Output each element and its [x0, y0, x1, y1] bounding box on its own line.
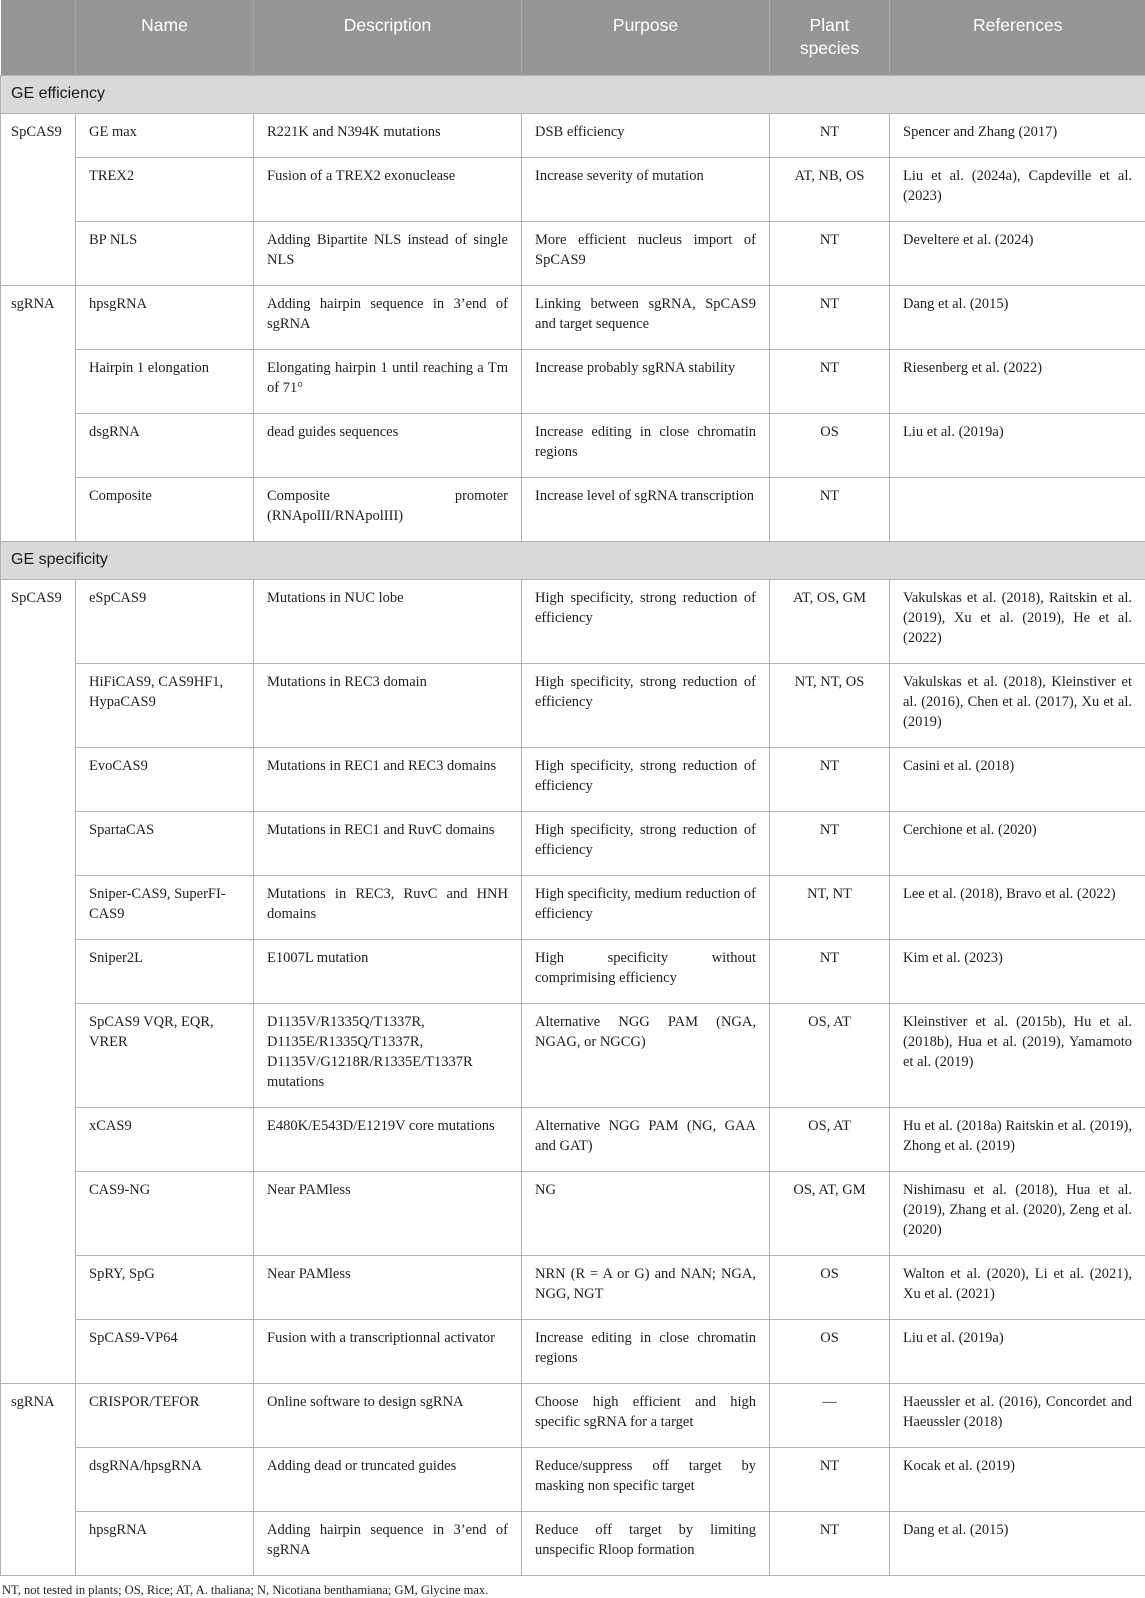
cell-purpose: High specificity, strong reduction of efficiency [522, 747, 770, 811]
cell-purpose: Increase probably sgRNA stability [522, 349, 770, 413]
cell-name: dsgRNA [76, 413, 254, 477]
table-row [1, 1107, 1145, 1171]
cell-name: SpRY, SpG [76, 1255, 254, 1319]
group-label: SpCAS9 [1, 579, 76, 1383]
cell-purpose: Increase editing in close chromatin regions [522, 1319, 770, 1383]
cell-name: Composite [76, 477, 254, 541]
cell-name: EvoCAS9 [76, 747, 254, 811]
group-label: sgRNA [1, 285, 76, 541]
cell-name: hpsgRNA [76, 1511, 254, 1575]
cell-species: AT, NB, OS [770, 157, 890, 221]
cell-purpose: Linking between sgRNA, SpCAS9 and target sequence [522, 285, 770, 349]
cell-purpose: High specificity, strong reduction of efficiency [522, 663, 770, 747]
section-title: GE efficiency [1, 75, 1145, 113]
cell-description: Adding hairpin sequence in 3’end of sgRNA [254, 1511, 522, 1575]
cell-species: OS, AT [770, 1107, 890, 1171]
cell-purpose: Alternative NGG PAM (NGA, NGAG, or NGCG) [522, 1003, 770, 1107]
cell-references: Haeussler et al. (2016), Concordet and Haeussler (2018) [890, 1383, 1145, 1447]
cell-description: Near PAMless [254, 1171, 522, 1255]
cell-name: eSpCAS9 [76, 579, 254, 663]
table-row [1, 1511, 1145, 1575]
cell-description: R221K and N394K mutations [254, 113, 522, 157]
header-group [1, 0, 76, 75]
table-row [1, 939, 1145, 1003]
table-row [1, 1319, 1145, 1383]
cell-name: SpartaCAS [76, 811, 254, 875]
cell-species: NT [770, 221, 890, 285]
cell-description: Adding hairpin sequence in 3’end of sgRNA [254, 285, 522, 349]
cell-description: Mutations in REC1 and REC3 domains [254, 747, 522, 811]
cell-purpose: NRN (R = A or G) and NAN; NGA, NGG, NGT [522, 1255, 770, 1319]
cell-name: GE max [76, 113, 254, 157]
cell-species: NT [770, 1447, 890, 1511]
cell-references: Develtere et al. (2024) [890, 221, 1145, 285]
table-body [1, 75, 1145, 1575]
cell-purpose: High specificity, strong reduction of efficiency [522, 579, 770, 663]
cell-description: Mutations in REC3, RuvC and HNH domains [254, 875, 522, 939]
cell-purpose: High specificity, strong reduction of efficiency [522, 811, 770, 875]
cell-species: NT [770, 477, 890, 541]
table-row [1, 811, 1145, 875]
header-row [1, 0, 1145, 75]
cell-name: dsgRNA/hpsgRNA [76, 1447, 254, 1511]
header-plant-species: Plant species [770, 0, 890, 75]
cell-name: Sniper-CAS9, SuperFI-CAS9 [76, 875, 254, 939]
cell-name: CAS9-NG [76, 1171, 254, 1255]
cell-species: OS [770, 1255, 890, 1319]
cell-references: Riesenberg et al. (2022) [890, 349, 1145, 413]
cell-references: Vakulskas et al. (2018), Raitskin et al. (2019), Xu et al. (2019), He et al. (2022) [890, 579, 1145, 663]
group-label: SpCAS9 [1, 113, 76, 285]
cell-references: Casini et al. (2018) [890, 747, 1145, 811]
cell-species: OS, AT, GM [770, 1171, 890, 1255]
cell-species: NT [770, 113, 890, 157]
section-title: GE specificity [1, 541, 1145, 579]
cell-name: Hairpin 1 elongation [76, 349, 254, 413]
cell-purpose: Increase editing in close chromatin regions [522, 413, 770, 477]
table-row [1, 285, 1145, 349]
cell-references [890, 477, 1145, 541]
cell-references: Kocak et al. (2019) [890, 1447, 1145, 1511]
cell-description: Adding dead or truncated guides [254, 1447, 522, 1511]
cell-references: Liu et al. (2019a) [890, 413, 1145, 477]
cell-species: AT, OS, GM [770, 579, 890, 663]
cell-description: Mutations in REC3 domain [254, 663, 522, 747]
cell-references: Liu et al. (2024a), Capdeville et al. (2023) [890, 157, 1145, 221]
cell-description: D1135V/R1335Q/T1337R, D1135E/R1335Q/T1337R, D1135V/G1218R/R1335E/T1337R mutations [254, 1003, 522, 1107]
section-row [1, 541, 1145, 579]
table-row [1, 747, 1145, 811]
header-name: Name [76, 0, 254, 75]
cell-species: OS [770, 1319, 890, 1383]
cell-name: CRISPOR/TEFOR [76, 1383, 254, 1447]
table-row [1, 1003, 1145, 1107]
cell-references: Kim et al. (2023) [890, 939, 1145, 1003]
table-footnote: NT, not tested in plants; OS, Rice; AT, A. thaliana; N, Nicotiana benthamiana; GM, Glycine max. [0, 1576, 1145, 1598]
header-description: Description [254, 0, 522, 75]
cell-description: Composite promoter (RNApolII/RNApolIII) [254, 477, 522, 541]
table-row [1, 349, 1145, 413]
cell-references: Kleinstiver et al. (2015b), Hu et al. (2018b), Hua et al. (2019), Yamamoto et al. (2019) [890, 1003, 1145, 1107]
cell-name: HiFiCAS9, CAS9HF1, HypaCAS9 [76, 663, 254, 747]
cell-references: Hu et al. (2018a) Raitskin et al. (2019), Zhong et al. (2019) [890, 1107, 1145, 1171]
cell-purpose: High specificity, medium reduction of efficiency [522, 875, 770, 939]
cell-references: Dang et al. (2015) [890, 1511, 1145, 1575]
table-row [1, 1171, 1145, 1255]
cell-purpose: Reduce/suppress off target by masking non specific target [522, 1447, 770, 1511]
cell-species: NT [770, 747, 890, 811]
cell-species: — [770, 1383, 890, 1447]
cell-species: NT [770, 939, 890, 1003]
cell-references: Vakulskas et al. (2018), Kleinstiver et al. (2016), Chen et al. (2017), Xu et al. (2019) [890, 663, 1145, 747]
cell-references: Cerchione et al. (2020) [890, 811, 1145, 875]
cell-purpose: Reduce off target by limiting unspecific Rloop formation [522, 1511, 770, 1575]
cell-description: E1007L mutation [254, 939, 522, 1003]
cell-references: Dang et al. (2015) [890, 285, 1145, 349]
table-row [1, 157, 1145, 221]
cell-description: Mutations in REC1 and RuvC domains [254, 811, 522, 875]
cell-name: SpCAS9-VP64 [76, 1319, 254, 1383]
header-purpose: Purpose [522, 0, 770, 75]
table-row [1, 113, 1145, 157]
table-row [1, 1447, 1145, 1511]
cell-name: SpCAS9 VQR, EQR, VRER [76, 1003, 254, 1107]
cell-purpose: Increase severity of mutation [522, 157, 770, 221]
cell-species: NT [770, 811, 890, 875]
table-row [1, 579, 1145, 663]
section-row [1, 75, 1145, 113]
table-row [1, 1383, 1145, 1447]
cell-species: NT, NT [770, 875, 890, 939]
cell-species: NT, NT, OS [770, 663, 890, 747]
cell-purpose: High specificity without comprimising efficiency [522, 939, 770, 1003]
cell-purpose: Choose high efficient and high specific sgRNA for a target [522, 1383, 770, 1447]
cell-purpose: NG [522, 1171, 770, 1255]
cell-species: NT [770, 1511, 890, 1575]
cell-references: Lee et al. (2018), Bravo et al. (2022) [890, 875, 1145, 939]
cell-species: NT [770, 349, 890, 413]
cell-description: Mutations in NUC lobe [254, 579, 522, 663]
header-references: References [890, 0, 1145, 75]
cell-description: Fusion with a transcriptionnal activator [254, 1319, 522, 1383]
table-row [1, 875, 1145, 939]
cell-references: Walton et al. (2020), Li et al. (2021), Xu et al. (2021) [890, 1255, 1145, 1319]
cell-description: Adding Bipartite NLS instead of single NLS [254, 221, 522, 285]
table-row [1, 477, 1145, 541]
cell-purpose: DSB efficiency [522, 113, 770, 157]
cell-purpose: More efficient nucleus import of SpCAS9 [522, 221, 770, 285]
cell-name: xCAS9 [76, 1107, 254, 1171]
table-header [1, 0, 1145, 75]
cell-description: Elongating hairpin 1 until reaching a Tm of 71° [254, 349, 522, 413]
cell-description: dead guides sequences [254, 413, 522, 477]
cell-references: Liu et al. (2019a) [890, 1319, 1145, 1383]
cell-references: Spencer and Zhang (2017) [890, 113, 1145, 157]
cell-name: TREX2 [76, 157, 254, 221]
cell-species: NT [770, 285, 890, 349]
cell-description: Fusion of a TREX2 exonuclease [254, 157, 522, 221]
cell-name: hpsgRNA [76, 285, 254, 349]
cell-purpose: Increase level of sgRNA transcription [522, 477, 770, 541]
table-row [1, 221, 1145, 285]
table-row [1, 663, 1145, 747]
cell-species: OS [770, 413, 890, 477]
cell-species: OS, AT [770, 1003, 890, 1107]
cell-purpose: Alternative NGG PAM (NG, GAA and GAT) [522, 1107, 770, 1171]
cell-name: BP NLS [76, 221, 254, 285]
cell-name: Sniper2L [76, 939, 254, 1003]
cell-description: Online software to design sgRNA [254, 1383, 522, 1447]
group-label: sgRNA [1, 1383, 76, 1575]
table-row [1, 1255, 1145, 1319]
cell-description: Near PAMless [254, 1255, 522, 1319]
cell-description: E480K/E543D/E1219V core mutations [254, 1107, 522, 1171]
cell-references: Nishimasu et al. (2018), Hua et al. (2019), Zhang et al. (2020), Zeng et al. (2020) [890, 1171, 1145, 1255]
table-row [1, 413, 1145, 477]
